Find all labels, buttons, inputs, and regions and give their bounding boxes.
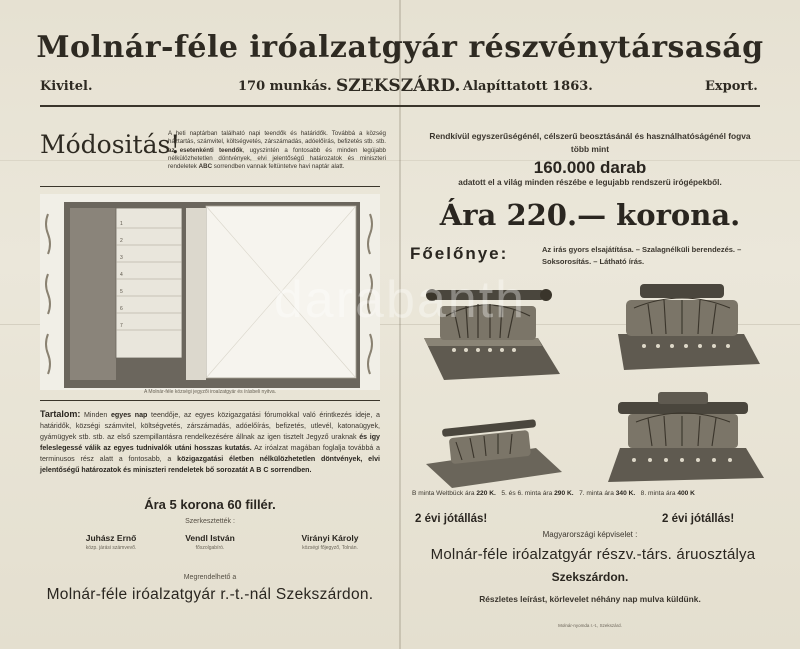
contents-label: Tartalom: (40, 409, 81, 419)
header-rule (40, 105, 760, 107)
city-name: SZEKSZÁRD. (336, 76, 461, 96)
warranty-right: 2 évi jótállás! (662, 513, 735, 525)
warranty-left: 2 évi jótállás! (415, 513, 488, 525)
folder-price: Ára 5 korona 60 fillér. (144, 497, 276, 512)
modositas-heading: Módositás! (40, 130, 181, 159)
model-price: 400 K (677, 490, 695, 497)
order-label: Megrendelhető a (183, 574, 237, 581)
model-name: 5. és 6. minta ára (501, 490, 553, 497)
modositas-text (168, 130, 386, 171)
model-price: 220 K. (476, 490, 496, 497)
editor-1 (56, 533, 166, 551)
editor-name: Juhász Ernő (85, 533, 137, 543)
mod-text-bold: ABC (198, 163, 213, 171)
model-prices (412, 490, 772, 497)
contents-bold: és igy feleslegessé válik az egyes tudnivalók utáni hosszas kutatás. (40, 433, 380, 452)
folder-photo (40, 194, 380, 390)
model-price: 340 K. (615, 490, 636, 497)
editor-role: közp. járási számvevő. (85, 545, 137, 551)
editor-name: Vendl István (185, 533, 235, 543)
open-folder-illustration (40, 194, 380, 390)
model-name: 7. minta ára (579, 490, 614, 497)
index-tab-number: 2 (120, 238, 123, 244)
editor-2 (155, 533, 265, 551)
sales-intro: Rendkívül egyszerűségénél, célszerű beosztásánál és használhatóságénél fogva több mint (429, 131, 751, 154)
advantage-label: Főelőnye: (410, 244, 509, 263)
model-price: 290 K. (554, 490, 574, 497)
representation-label: Magyarországi képviselet : (542, 530, 638, 539)
editor-role: főszolgabíró. (195, 545, 225, 551)
index-tab-number: 5 (120, 289, 123, 295)
advantage-text: Az irás gyors elsajátítása. – Szalagnélküli berendezés. – Soksorosítás. – Látható írás. (542, 245, 742, 266)
poster-title: Molnár-féle iróalzatgyár részvénytársaság (36, 30, 764, 65)
editor-3 (275, 533, 385, 551)
contents-text: Az iróalzat magában foglalja továbbá a terminusos rész alatt a fontosabb, a (40, 444, 380, 463)
workers-count: 170 munkás. (238, 79, 332, 94)
folder-caption: A Molnár-féle községi jegyzői iroalzatgyár és írásbeli nyitva. (143, 389, 276, 395)
editor-role: községi főjegyző, Tolnán. (302, 545, 358, 551)
contents-text: Minden (84, 411, 108, 419)
mod-text-part: , ugyszintén a fontosabb és minden legújabb nélkülözhetetlen döntvények, elvi jelentőségű határozatok és miniszteri rendeletek (168, 146, 386, 171)
representation-city: Szekszárdon. (551, 570, 629, 584)
sales-distribution: adatott el a világ minden részébe e legujabb rendszerü irógépekből. (458, 178, 722, 187)
left-rule-2 (40, 400, 380, 401)
contents-bold: egyes nap (110, 411, 148, 419)
typewriter-price: Ára 220.— korona. (439, 198, 741, 232)
model-name: B minta Weltbück ára (412, 490, 475, 497)
editors-label: Szerkesztették : (185, 518, 235, 525)
details-note: Részletes leírást, körlevelet néhány nap mulva küldünk. (479, 594, 701, 604)
index-tab-number: 7 (120, 323, 123, 329)
contents-paragraph (40, 409, 380, 476)
typewriter-illustration-2 (604, 276, 764, 378)
export-label: Export. (705, 79, 758, 94)
model-name: 8. minta ára (640, 490, 676, 497)
index-tab-number: 4 (120, 272, 123, 278)
printer-imprint: Molnár-nyomda r.-t., Szekszárd. (558, 623, 622, 628)
typewriter-illustration-4 (598, 388, 768, 490)
left-rule-1 (40, 186, 380, 187)
contents-text: teendője, az egyes közigazgatási fórumokkal való érintkezés ideje, a határidők, községi számvitel, költségvetés, zárszámadás, adóelőírás, befizetés, utlevél, katonaügyek, gyámügyek stb. stb. az első szempillantásra rendelkezésére állnak az igen tisztelt Jegyző uraknak (40, 411, 380, 441)
export-label-hu: Kivitel. (40, 79, 93, 94)
index-tab-number: 1 (120, 221, 123, 227)
index-tab-number: 6 (120, 306, 123, 312)
sales-count: 160.000 darab (533, 158, 647, 177)
representation-firm: Molnár-féle iróalzatgyár részv.-társ. áruosztálya (430, 546, 756, 563)
founded-year: Alapíttatott 1863. (463, 79, 593, 94)
index-tab-number: 3 (120, 255, 123, 261)
mod-text-bold: az esetenkénti teendők (168, 146, 243, 154)
mod-text-part: A heti naptárban található napi teendők és határidők. Továbbá a község háztartás, számvitel, költségvetés, zárszámadás, adóelőírás, befizetés stb. stb. (168, 130, 386, 146)
editor-name: Virányi Károly (301, 533, 359, 543)
contents-bold: közigazgatási életben nélkülözhetetlen döntvények, elvi jelentőségű határozatok és miniszteri rendeletek bő sorozatát A B C sorrendben. (40, 455, 380, 474)
watermark: darabanth (273, 271, 527, 329)
order-firm: Molnár-féle iróalzatgyár r.-t.-nál Szekszárdon. (46, 586, 374, 603)
mod-text-part: sorrendben vannak feltüntetve havi naptár alatt. (213, 163, 345, 171)
typewriter-illustration-3 (420, 418, 568, 490)
typewriter-illustration-1 (414, 276, 564, 388)
